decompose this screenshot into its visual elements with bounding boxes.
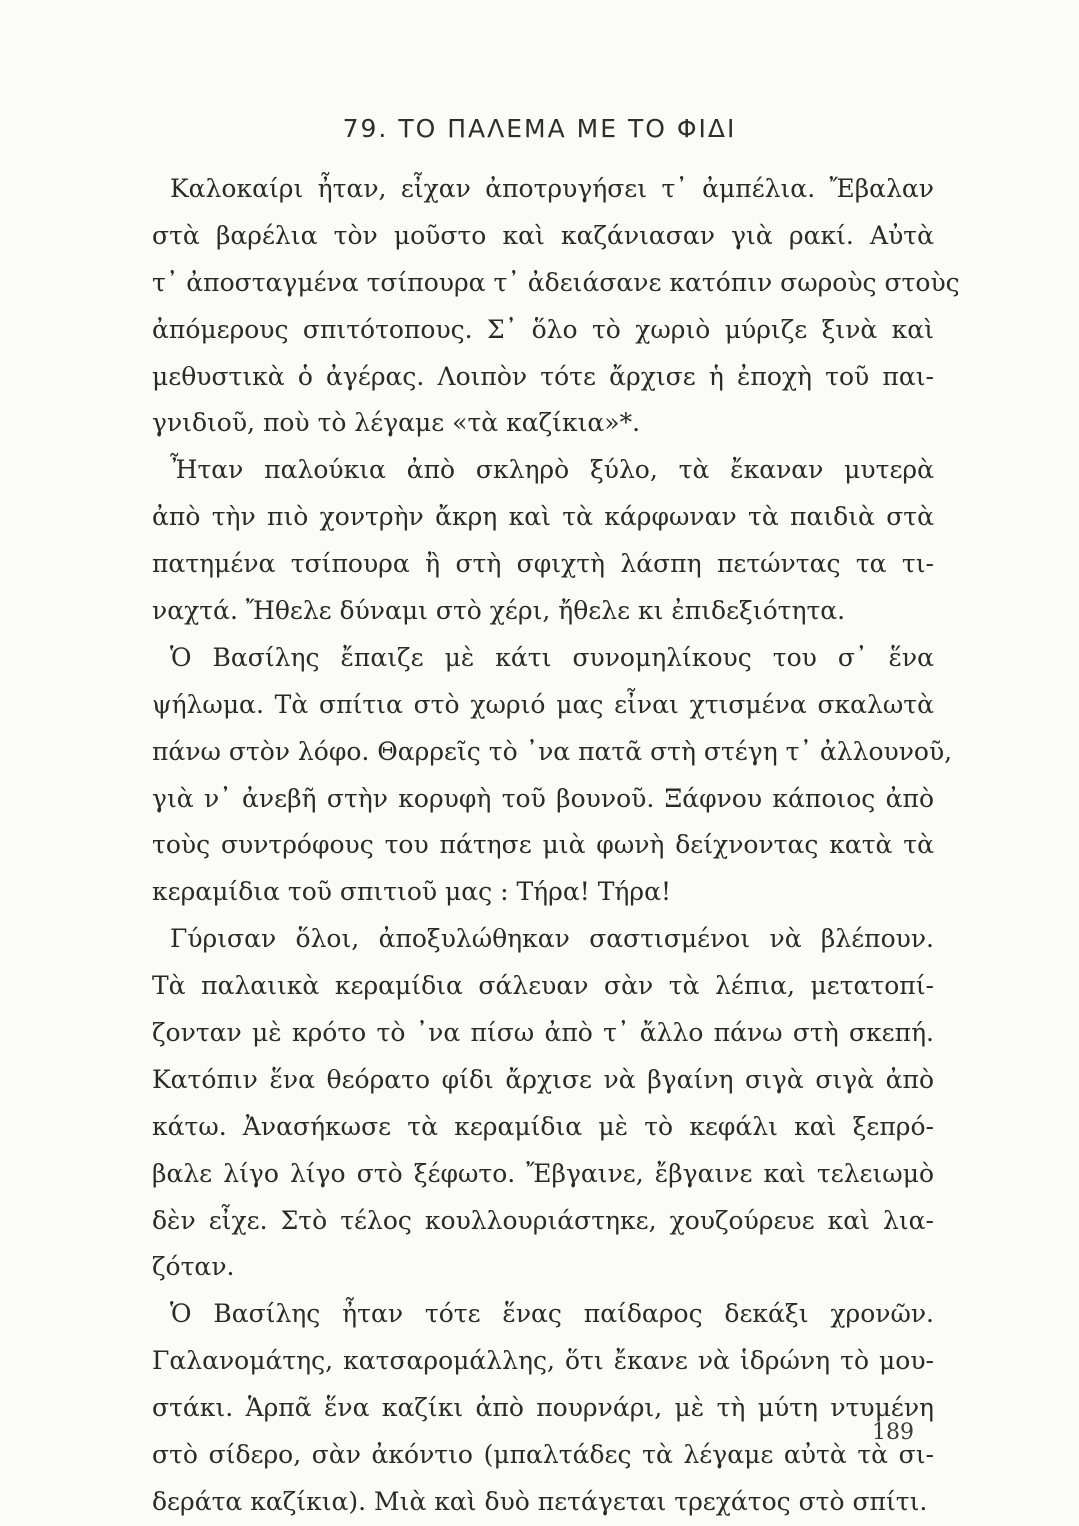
text-line: ψήλωμα. Τὰ σπίτια στὸ χωριό μας εἶναι χτισμένα σκαλωτὰ [152,689,934,719]
page-number: 189 [872,1420,914,1445]
text-line: Γύρισαν ὅλοι, ἀποξυλώθηκαν σαστισμένοι νὰ βλέπουν. [170,924,934,954]
text-line: τοὺς συντρόφους του πάτησε μιὰ φωνὴ δείχνοντας κατὰ τὰ [152,830,934,860]
text-line: ζόταν. [152,1252,235,1282]
body-text [152,166,960,1526]
text-line: κάτω. Ἀνασήκωσε τὰ κεραμίδια μὲ τὸ κεφάλι καὶ ξεπρό- [152,1111,934,1141]
text-line: μεθυστικὰ ὁ ἀγέρας. Λοιπὸν τότε ἄρχισε ἡ ἐποχὴ τοῦ παι- [152,361,934,391]
text-line: στὸ σίδερο, σὰν ἀκόντιο (μπαλτάδες τὰ λέγαμε αὐτὰ τὰ σι- [152,1440,934,1470]
text-line: ναχτά. Ἤθελε δύναμι στὸ χέρι, ἤθελε κι ἐπιδεξιότητα. [152,596,846,626]
text-line: γιὰ ν᾽ ἀνεβῆ στὴν κορυφὴ τοῦ βουνοῦ. Ξάφνου κάποιος ἀπὸ [152,783,934,813]
text-line: στάκι. Ἁρπᾶ ἕνα καζίκι ἀπὸ πουρνάρι, μὲ τὴ μύτη ντυμένη [152,1393,934,1423]
text-line: δὲν εἶχε. Στὸ τέλος κουλλουριάστηκε, χουζούρευε καὶ λια- [152,1205,934,1235]
paragraph-3 [152,635,953,916]
paragraph-2 [152,447,934,635]
text-line: κεραμίδια τοῦ σπιτιοῦ μας : Τήρα! Τήρα! [152,877,671,907]
text-line: ζονταν μὲ κρότο τὸ ᾽να πίσω ἀπὸ τ᾽ ἄλλο πάνω στὴ σκεπή. [152,1018,934,1048]
text-line: Κατόπιν ἕνα θεόρατο φίδι ἄρχισε νὰ βγαίνη σιγὰ σιγὰ ἀπὸ [152,1064,934,1094]
text-line: Τὰ παλαιικὰ κεραμίδια σάλευαν σὰν τὰ λέπια, μετατοπί- [152,971,934,1001]
text-line: πατημένα τσίπουρα ἢ στὴ σφιχτὴ λάσπη πετώντας τα τι- [152,549,934,579]
text-line: Ὁ Βασίλης ἦταν τότε ἕνας παίδαρος δεκάξι χρονῶν. [170,1299,934,1329]
text-line: δεράτα καζίκια). Μιὰ καὶ δυὸ πετάγεται τρεχάτος στὸ σπίτι. [152,1486,928,1516]
text-line: Γαλανομάτης, κατσαρομάλλης, ὅτι ἔκανε νὰ ἱδρώνη τὸ μου- [152,1346,934,1376]
text-line: πάνω στὸν λόφο. Θαρρεῖς τὸ ᾽να πατᾶ στὴ στέγη τ᾽ ἀλλουνοῦ, [152,736,953,766]
text-line: Ἦταν παλούκια ἀπὸ σκληρὸ ξύλο, τὰ ἔκαναν μυτερὰ [170,455,934,485]
paragraph-5 [152,1291,934,1525]
paragraph-4 [152,916,934,1291]
text-line: γνιδιοῦ, ποὺ τὸ λέγαμε «τὰ καζίκια»*. [152,408,641,438]
paragraph-1 [152,166,960,447]
chapter-title: 79. ΤΟ ΠΑΛΕΜΑ ΜΕ ΤΟ ΦΙΔΙ [342,114,737,143]
text-line: βαλε λίγο λίγο στὸ ξέφωτο. Ἔβγαινε, ἔβγαινε καὶ τελειωμὸ [152,1158,934,1188]
text-line: τ᾽ ἀποσταγμένα τσίπουρα τ᾽ ἀδειάσανε κατόπιν σωροὺς στοὺς [152,267,960,297]
text-line: Ὁ Βασίλης ἔπαιζε μὲ κάτι συνομηλίκους του σ᾽ ἕνα [170,642,934,672]
text-line: Καλοκαίρι ἦταν, εἶχαν ἀποτρυγήσει τ᾽ ἀμπέλια. Ἔβαλαν [170,174,934,203]
text-line: στὰ βαρέλια τὸν μοῦστο καὶ καζάνιασαν γιὰ ρακί. Αὐτὰ [152,220,934,250]
text-line: ἀπὸ τὴν πιὸ χοντρὴν ἄκρη καὶ τὰ κάρφωναν τὰ παιδιὰ στὰ [152,502,934,532]
text-line: ἀπόμερους σπιτότοπους. Σ᾽ ὅλο τὸ χωριὸ μύριζε ξινὰ καὶ [152,314,934,344]
